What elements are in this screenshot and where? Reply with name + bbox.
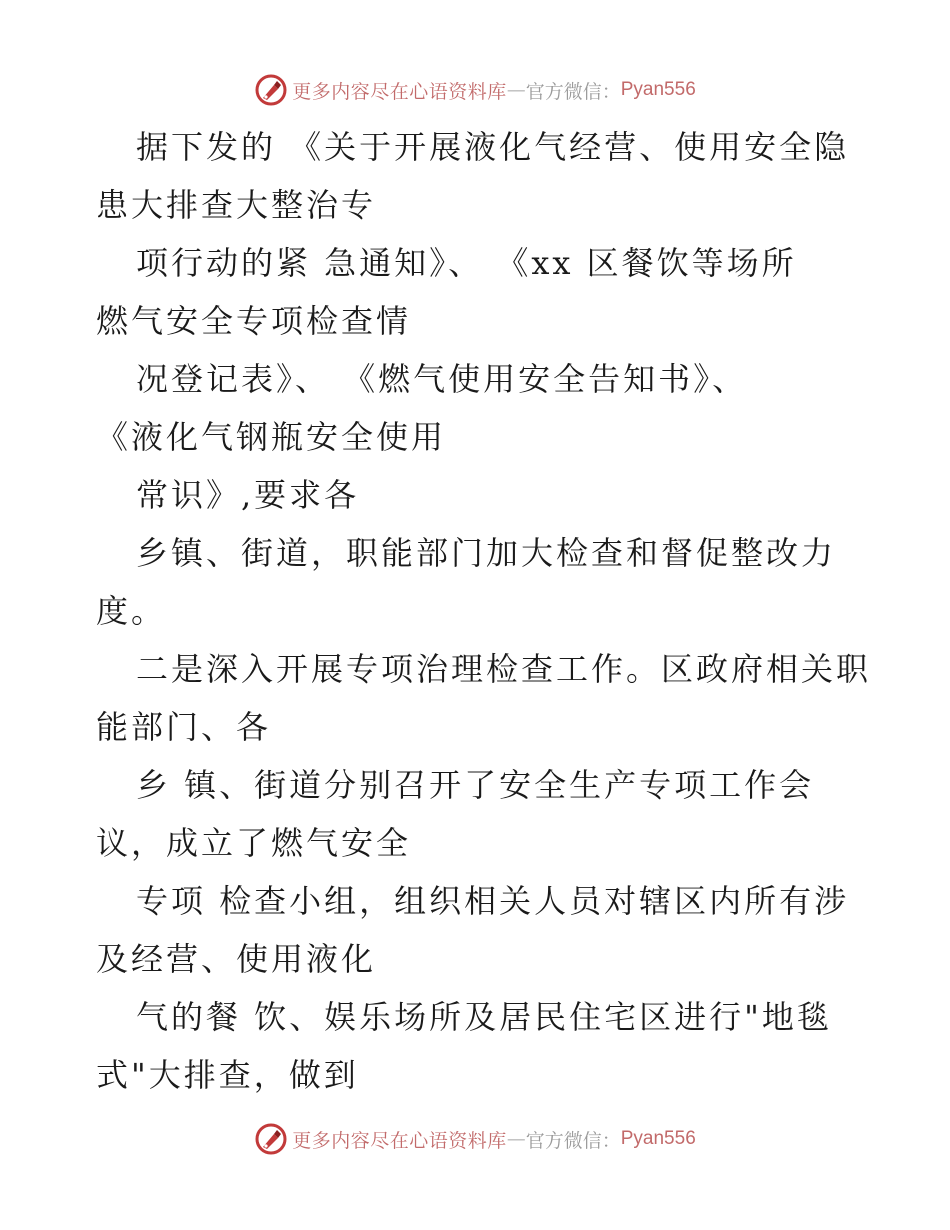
text-line: 况登记表》、 《燃气使用安全告知书》、 (136, 360, 748, 398)
text-line: 二是深入开展专项治理检查工作。区政府相关职 (136, 650, 872, 688)
text-line: 据下发的 《关于开展液化气经营、使用安全隐 (136, 128, 850, 166)
watermark-banner-bottom (0, 1117, 950, 1161)
watermark-wechat-id: Pyan556 (620, 1128, 696, 1149)
text-line: 《液化气钢瓶安全使用 (96, 418, 447, 456)
pen-nib-circle-logo-icon (254, 1122, 288, 1156)
text-line: 乡 镇、街道分别召开了安全生产专项工作会 (136, 766, 815, 804)
text-line: 能部门、各 (96, 708, 272, 746)
watermark-dash: — (506, 79, 526, 101)
watermark-wechat-label: 官方微信： (525, 1129, 621, 1152)
text-line: 乡镇、街道，职能部门加大检查和督促整改力 (136, 534, 837, 572)
text-line: 度。 (96, 592, 167, 630)
watermark-text: 更多内容尽在心语资料库 (292, 80, 507, 103)
text-line: 患大排查大整治专 (96, 186, 377, 224)
document-body (96, 118, 872, 1104)
text-line: 常识》,要求各 (136, 476, 360, 514)
watermark-dash: — (506, 1128, 526, 1150)
text-line: 燃气安全专项检查情 (96, 302, 412, 340)
text-line: 议，成立了燃气安全 (96, 824, 412, 862)
text-line: 项行动的紧 急通知》、 《xx 区餐饮等场所 (136, 244, 797, 282)
text-line: 专项 检查小组，组织相关人员对辖区内所有涉 (136, 882, 850, 920)
watermark-wechat-label: 官方微信： (525, 80, 621, 103)
text-line: 式"大排查，做到 (96, 1056, 359, 1094)
watermark-banner-top (0, 68, 950, 112)
pen-nib-circle-logo-icon (254, 73, 288, 107)
text-line: 气的餐 饮、娱乐场所及居民住宅区进行"地毯 (136, 998, 832, 1036)
watermark-wechat-id: Pyan556 (620, 79, 696, 100)
watermark-text: 更多内容尽在心语资料库 (292, 1129, 507, 1152)
text-line: 及经营、使用液化 (96, 940, 377, 978)
